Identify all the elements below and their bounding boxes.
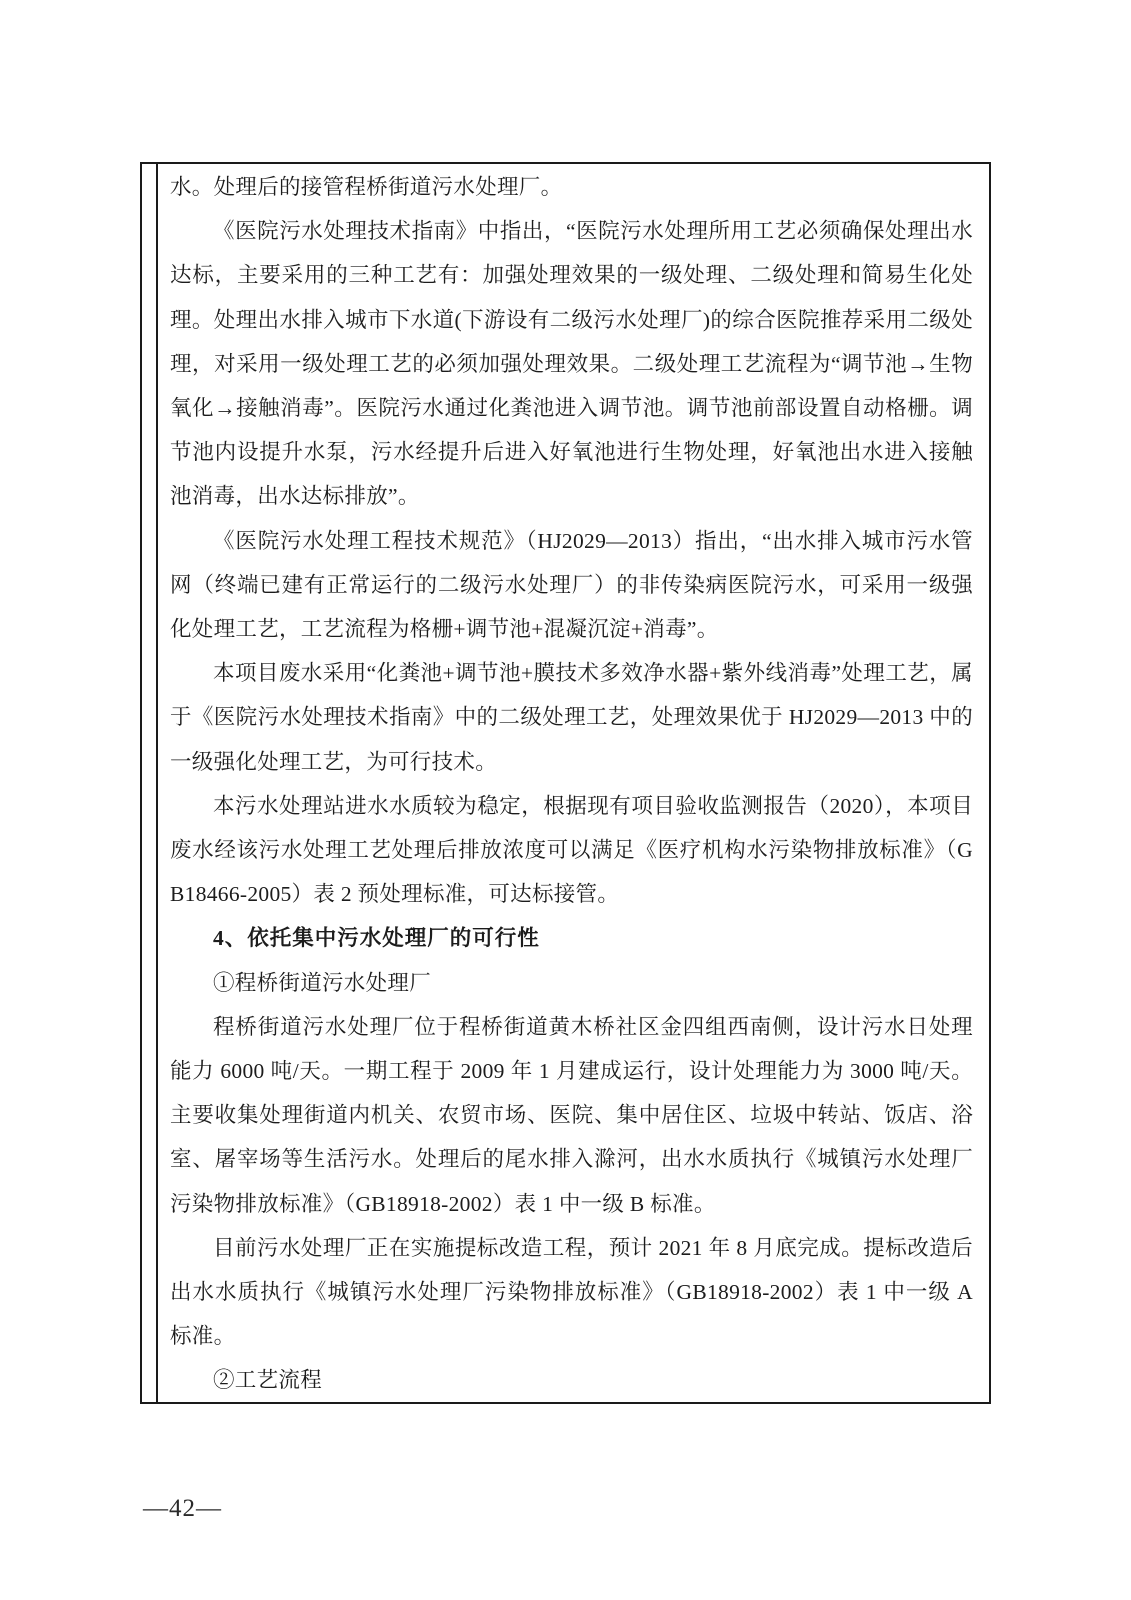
page-number: —42— [143,1495,222,1522]
paragraph-plant-description: 程桥街道污水处理厂位于程桥街道黄木桥社区金四组西南侧，设计污水日处理能力 6000 吨/天。一期工程于 2009 年 1 月建成运行，设计处理能力为 3000 吨/天。主要收集处理街道内机关、农贸市场、医院、集中居住区、垃圾中转站、饭店、浴室、屠宰场等生活污水。处理后的尾水排入滁河，出水水质执行《城镇污水处理厂污染物排放标准》（GB18918-2002）表 1 中一级 B 标准。 [170,1014,973,1216]
paragraph-hospital-sewage-guide: 《医院污水处理技术指南》中指出，“医院污水处理所用工艺必须确保处理出水达标，主要采用的三种工艺有：加强处理效果的一级处理、二级处理和简易生化处理。处理出水排入城市下水道(下游设有二级污水处理厂)的综合医院推荐采用二级处理，对采用一级处理工艺的必须加强处理效果。二级处理工艺流程为“调节池→生物氧化→接触消毒”。医院污水通过化粪池进入调节池。调节池前部设置自动格栅。调节池内设提升水泵，污水经提升后进入好氧池进行生物处理，好氧池出水进入接触池消毒，出水达标排放”。 [170,219,973,509]
paragraph-hj2029-spec: 《医院污水处理工程技术规范》（HJ2029—2013）指出，“出水排入城市污水管网（终端已建有正常运行的二级污水处理厂）的非传染病医院污水，可采用一级强化处理工艺，工艺流程为格栅+调节池+混凝沉淀+消毒”。 [170,528,973,642]
item-2-process-flow: ②工艺流程 [213,1368,323,1393]
section-heading-4: 4、依托集中污水处理厂的可行性 [213,926,540,951]
table-left-gutter-column [142,164,158,1402]
paragraph-continuation: 水。处理后的接管程桥街道污水处理厂。 [170,175,563,199]
paragraph-project-process: 本项目废水采用“化粪池+调节池+膜技术多效净水器+紫外线消毒”处理工艺，属于《医院污水处理技术指南》中的二级处理工艺，处理效果优于 HJ2029—2013 中的一级强化处理工艺，为可行技术。 [170,661,973,774]
report-table-cell-frame [140,162,991,1404]
paragraph-monitoring-report: 本污水处理站进水水质较为稳定，根据现有项目验收监测报告（2020），本项目废水经该污水处理工艺处理后排放浓度可以满足《医疗机构水污染物排放标准》（GB18466-2005）表 2 预处理标准，可达标接管。 [170,793,973,907]
table-content-cell [158,164,989,1402]
paragraph-upgrade-project: 目前污水处理厂正在实施提标改造工程，预计 2021 年 8 月底完成。提标改造后出水水质执行《城镇污水处理厂污染物排放标准》（GB18918-2002）表 1 中一级 A 标准。 [170,1235,973,1349]
item-1-chengqiao-plant: ①程桥街道污水处理厂 [213,970,432,995]
